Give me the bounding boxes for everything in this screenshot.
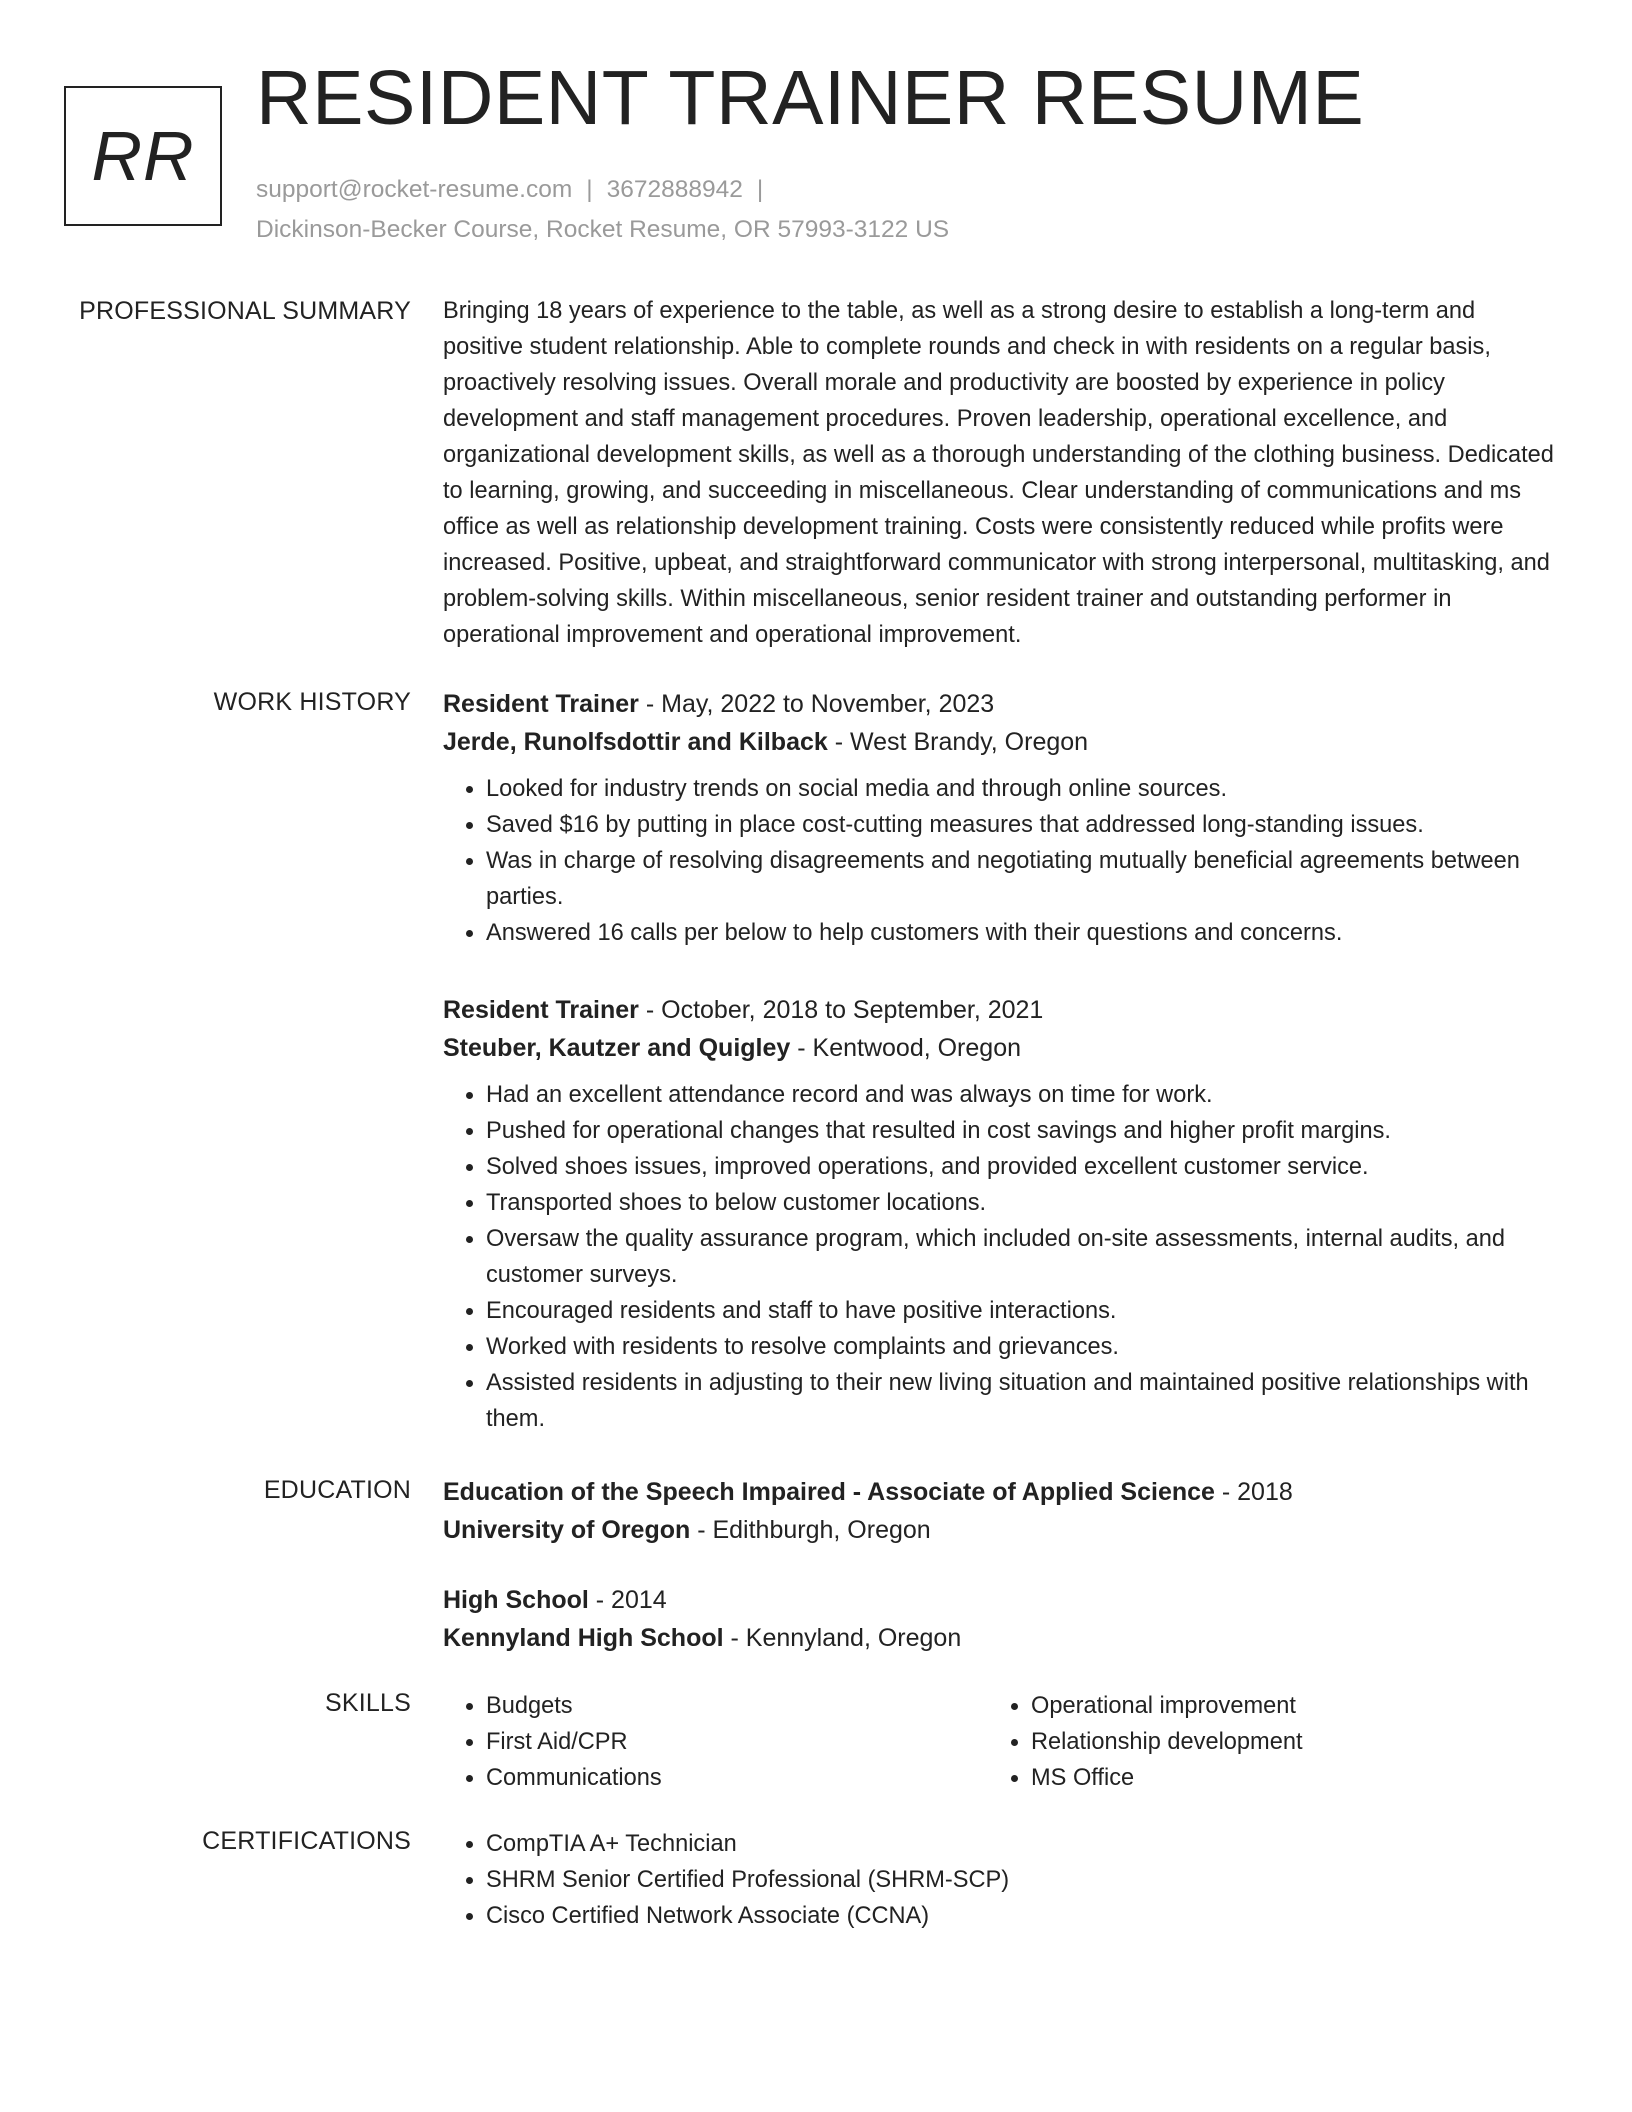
certifications-content: [443, 1826, 1558, 1934]
list-item: • Worked with residents to resolve complaints and grievances.: [486, 1329, 1558, 1365]
list-item: • Assisted residents in adjusting to their new living situation and maintained positive relationships with them.: [486, 1365, 1558, 1437]
section-label-education: EDUCATION: [263, 1476, 411, 1504]
list-item: • Encouraged residents and staff to have positive interactions.: [486, 1293, 1558, 1329]
school-location: - Kennyland, Oregon: [723, 1624, 962, 1652]
summary-text: Bringing 18 years of experience to the table, as well as a strong desire to establish a long-term and positive student relationship. Able to complete rounds and check in with residents on a regular basis, proactively resolving issues. Overall morale and productivity are boosted by experience in policy development and staff management procedures. Proven leadership, operational excellence, and organizational development skills, as well as a thorough understanding of the clothing business. Dedicated to learning, growing, and succeeding in miscellaneous. Clear understanding of communications and ms office as well as relationship development training. Costs were consistently reduced while profits were increased. Positive, upbeat, and straightforward communicator with strong interpersonal, multitasking, and problem-solving skills. Within miscellaneous, senior resident trainer and outstanding performer in operational improvement and operational improvement.: [443, 298, 1554, 648]
skill-item: • First Aid/CPR: [486, 1724, 988, 1760]
certification-item: • SHRM Senior Certified Professional (SHRM-SCP): [486, 1862, 1558, 1898]
list-item: • Answered 16 calls per below to help customers with their questions and concerns.: [486, 915, 1558, 951]
degree-year: - 2014: [588, 1586, 667, 1614]
list-item: • Was in charge of resolving disagreements and negotiating mutually beneficial agreements between parties.: [486, 843, 1558, 915]
skill-item: • MS Office: [1031, 1760, 1533, 1796]
degree-name: Education of the Speech Impaired - Associate of Applied Science: [443, 1478, 1215, 1506]
skill-item: • Operational improvement: [1031, 1688, 1533, 1724]
job-company-line: [443, 1029, 1558, 1067]
separator: |: [586, 176, 593, 203]
job-title: Resident Trainer: [443, 996, 639, 1024]
contact-info: [256, 170, 949, 250]
list-item: • Transported shoes to below customer locations.: [486, 1185, 1558, 1221]
skill-item: • Budgets: [486, 1688, 988, 1724]
job-entry: [443, 991, 1558, 1437]
section-label-work: WORK HISTORY: [213, 688, 411, 716]
skills-content: [443, 1688, 1558, 1796]
job-company-line: [443, 723, 1558, 761]
company-location: - West Brandy, Oregon: [827, 728, 1089, 756]
job-dates: - May, 2022 to November, 2023: [638, 690, 995, 718]
job-title: Resident Trainer: [443, 690, 639, 718]
page-title: RESIDENT TRAINER RESUME: [256, 55, 1365, 141]
job-bullets: [443, 771, 1558, 951]
job-bullets: [443, 1077, 1558, 1437]
school-line: [443, 1511, 1558, 1549]
education-entry: [443, 1581, 1558, 1657]
school-line: [443, 1619, 1558, 1657]
skills-column-right: [988, 1688, 1533, 1796]
list-item: • Looked for industry trends on social media and through online sources.: [486, 771, 1558, 807]
skills-column-left: [443, 1688, 988, 1796]
summary-content: [443, 293, 1558, 653]
school-location: - Edithburgh, Oregon: [690, 1516, 931, 1544]
section-label-summary: PROFESSIONAL SUMMARY: [79, 297, 411, 325]
phone-number[interactable]: 3672888942: [606, 176, 743, 203]
contact-line-1: [256, 170, 949, 210]
list-item: • Had an excellent attendance record and was always on time for work.: [486, 1077, 1558, 1113]
degree-year: - 2018: [1214, 1478, 1293, 1506]
work-content: [443, 685, 1558, 1477]
school-name: University of Oregon: [443, 1516, 691, 1544]
separator: |: [756, 176, 764, 203]
section-label-skills: SKILLS: [325, 1689, 411, 1717]
skills-grid: [443, 1688, 1558, 1796]
certifications-list: [443, 1826, 1558, 1934]
skills-list: [443, 1688, 988, 1796]
degree-line: [443, 1581, 1558, 1619]
monogram-logo: RR: [64, 86, 222, 226]
education-content: [443, 1473, 1558, 1689]
skill-item: • Relationship development: [1031, 1724, 1533, 1760]
degree-name: High School: [443, 1586, 589, 1614]
certification-item: • Cisco Certified Network Associate (CCNA): [486, 1898, 1558, 1934]
section-label-certifications: CERTIFICATIONS: [202, 1827, 411, 1855]
skills-list: [988, 1688, 1533, 1796]
job-dates: - October, 2018 to September, 2021: [638, 996, 1044, 1024]
list-item: • Saved $16 by putting in place cost-cutting measures that addressed long-standing issues.: [486, 807, 1558, 843]
company-name: Jerde, Runolfsdottir and Kilback: [443, 728, 828, 756]
list-item: • Pushed for operational changes that resulted in cost savings and higher profit margins.: [486, 1113, 1558, 1149]
list-item: • Oversaw the quality assurance program, which included on-site assessments, internal audits, and customer surveys.: [486, 1221, 1558, 1293]
list-item: • Solved shoes issues, improved operations, and provided excellent customer service.: [486, 1149, 1558, 1185]
school-name: Kennyland High School: [443, 1624, 724, 1652]
email-link[interactable]: support@rocket-resume.com: [256, 176, 573, 203]
certification-item: • CompTIA A+ Technician: [486, 1826, 1558, 1862]
company-location: - Kentwood, Oregon: [790, 1034, 1022, 1062]
job-title-line: [443, 991, 1558, 1029]
skill-item: • Communications: [486, 1760, 988, 1796]
job-title-line: [443, 685, 1558, 723]
job-entry: [443, 685, 1558, 951]
education-entry: [443, 1473, 1558, 1549]
company-name: Steuber, Kautzer and Quigley: [443, 1034, 791, 1062]
address: Dickinson-Becker Course, Rocket Resume, OR 57993-3122 US: [256, 216, 950, 243]
degree-line: [443, 1473, 1558, 1511]
